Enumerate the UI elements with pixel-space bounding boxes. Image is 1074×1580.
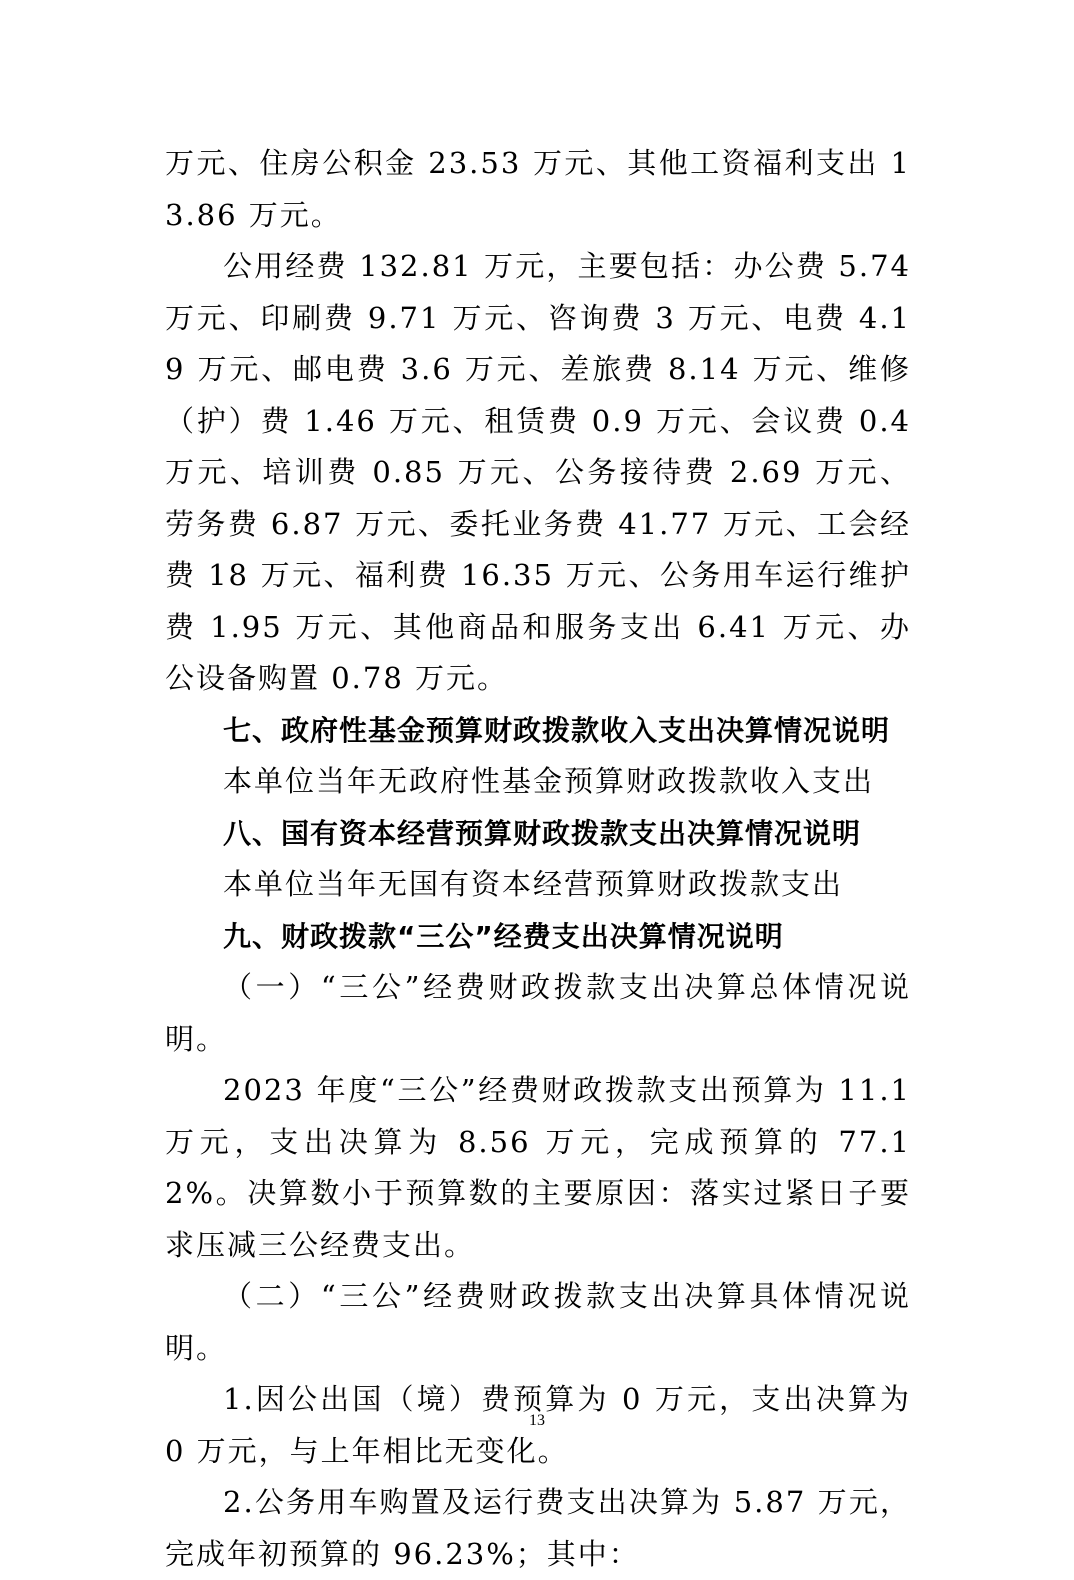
paragraph-1: 万元、住房公积金 23.53 万元、其他工资福利支出 13.86 万元。 [165,146,911,232]
paragraph-section-8: 本单位当年无国有资本经营预算财政拨款支出 [223,867,844,901]
paragraph-overseas-travel: 1.因公出国（境）费预算为 0 万元，支出决算为 0 万元，与上年相比无变化。 [165,1382,911,1468]
subsection-heading-2: （二）“三公”经费财政拨款支出决算具体情况说明。 [165,1279,911,1365]
paragraph-public-expenses: 公用经费 132.81 万元，主要包括：办公费 5.74 万元、印刷费 9.71 万元、咨询费 3 万元、电费 4.19 万元、邮电费 3.6 万元、差旅费 8.14 万元、维修（护）费 1.46 万元、租赁费 0.9 万元、会议费 0.4 万元、培训费 0.85 万元、公务接待费 2.69 万元、劳务费 6.87 万元、委托业务费 41.77 万元、工会经费 18 万元、福利费 16.35 万元、公务用车运行维护费 1.95 万元、其他商品和服务支出 6.41 万元、办公设备购置 0.78 万元。 [165,249,911,695]
section-heading-8: 八、国有资本经营预算财政拨款支出决算情况说明 [223,816,862,850]
paragraph-three-public-budget: 2023 年度“三公”经费财政拨款支出预算为 11.1 万元，支出决算为 8.56 万元，完成预算的 77.12%。决算数小于预算数的主要原因：落实过紧日子要求压减三公经费支出。 [165,1073,911,1262]
section-heading-9: 九、财政拨款“三公”经费支出决算情况说明 [223,919,784,953]
subsection-heading-1: （一）“三公”经费财政拨款支出决算总体情况说明。 [165,970,911,1056]
paragraph-section-7: 本单位当年无政府性基金预算财政拨款收入支出 [223,764,875,798]
section-heading-7: 七、政府性基金预算财政拨款收入支出决算情况说明 [223,713,891,747]
paragraph-official-vehicles: 2.公务用车购置及运行费支出决算为 5.87 万元，完成年初预算的 96.23%；其中： [165,1485,911,1571]
document-body [165,138,911,1580]
page-number: 13 [529,1412,545,1429]
